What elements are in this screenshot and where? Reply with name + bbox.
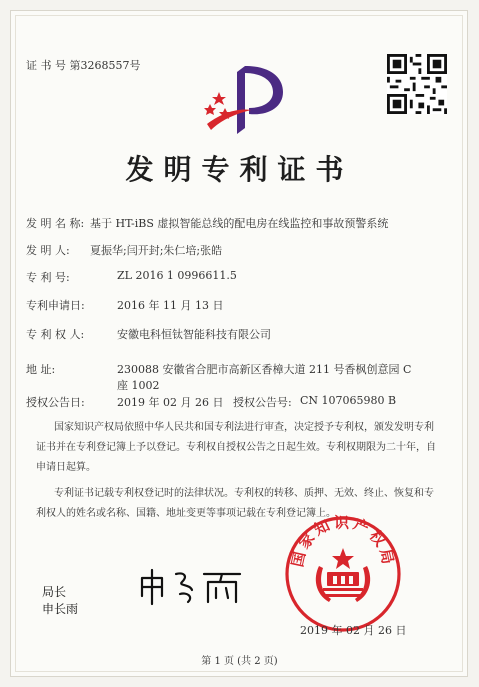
paragraph-1-line-1: 国家知识产权局依照中华人民共和国专利法进行审查，决定授予专利权，颁发发明专利 xyxy=(54,422,434,433)
cert-no-value: 3268557 xyxy=(80,59,130,72)
grant-date-value: 2019 年 02 月 26 日 xyxy=(117,396,224,409)
certificate-number xyxy=(26,57,141,73)
page-title: 发明专利证书 xyxy=(125,153,354,186)
director-name: 申长雨 xyxy=(42,602,79,616)
seal-arc-text: 国家知识产权局 xyxy=(288,514,398,569)
patent-number-value: ZL 2016 1 0996611.5 xyxy=(117,269,237,282)
invention-name-label: 发 明 名 称: xyxy=(26,217,85,230)
qr-code-icon xyxy=(387,54,447,114)
filing-date-value: 2016 年 11 月 13 日 xyxy=(117,299,224,312)
grant-number-label: 授权公告号: xyxy=(233,396,292,409)
address-label: 地 址: xyxy=(26,363,56,376)
handwritten-signature-icon xyxy=(136,566,246,606)
paragraph-1-line-3: 申请日起算。 xyxy=(36,462,96,473)
grant-number-value: CN 107065980 B xyxy=(300,394,397,407)
paragraph-2-line-2: 利权人的姓名或名称、国籍、地址变更等事项记载在专利登记簿上。 xyxy=(36,508,336,519)
filing-date-label: 专利申请日: xyxy=(26,299,85,312)
patentee-label: 专 利 权 人: xyxy=(26,328,85,341)
page-number: 第 1 页 (共 2 页) xyxy=(201,656,278,667)
director-title: 局长 xyxy=(42,585,67,599)
patentee-value: 安徽电科恒钛智能科技有限公司 xyxy=(117,328,271,341)
inventors-value: 夏振华;闫开封;朱仁培;张皓 xyxy=(90,244,223,257)
patent-number-label: 专 利 号: xyxy=(26,271,70,284)
address-line-2: 座 1002 xyxy=(117,379,160,392)
cert-no-label: 证 书 号 第 xyxy=(26,59,81,72)
invention-name-value: 基于 HT-iBS 虚拟智能总线的配电房在线监控和事故预警系统 xyxy=(90,217,389,230)
paragraph-1-line-2: 证书并在专利登记簿上予以登记。专利权自授权公告之日起生效。专利权期限为二十年，自 xyxy=(36,442,436,453)
inventors-label: 发 明 人: xyxy=(26,244,70,257)
paragraph-2-line-1: 专利证书记载专利权登记时的法律状况。专利权的转移、质押、无效、终止、恢复和专 xyxy=(54,488,434,499)
seal-date: 2019 年 02 月 26 日 xyxy=(300,624,407,637)
cert-no-suffix: 号 xyxy=(129,59,141,72)
patent-office-logo-icon xyxy=(193,58,293,148)
official-seal-icon xyxy=(283,514,403,634)
address-line-1: 230088 安徽省合肥市高新区香樟大道 211 号香枫创意园 C xyxy=(117,363,412,376)
grant-date-label: 授权公告日: xyxy=(26,396,85,409)
